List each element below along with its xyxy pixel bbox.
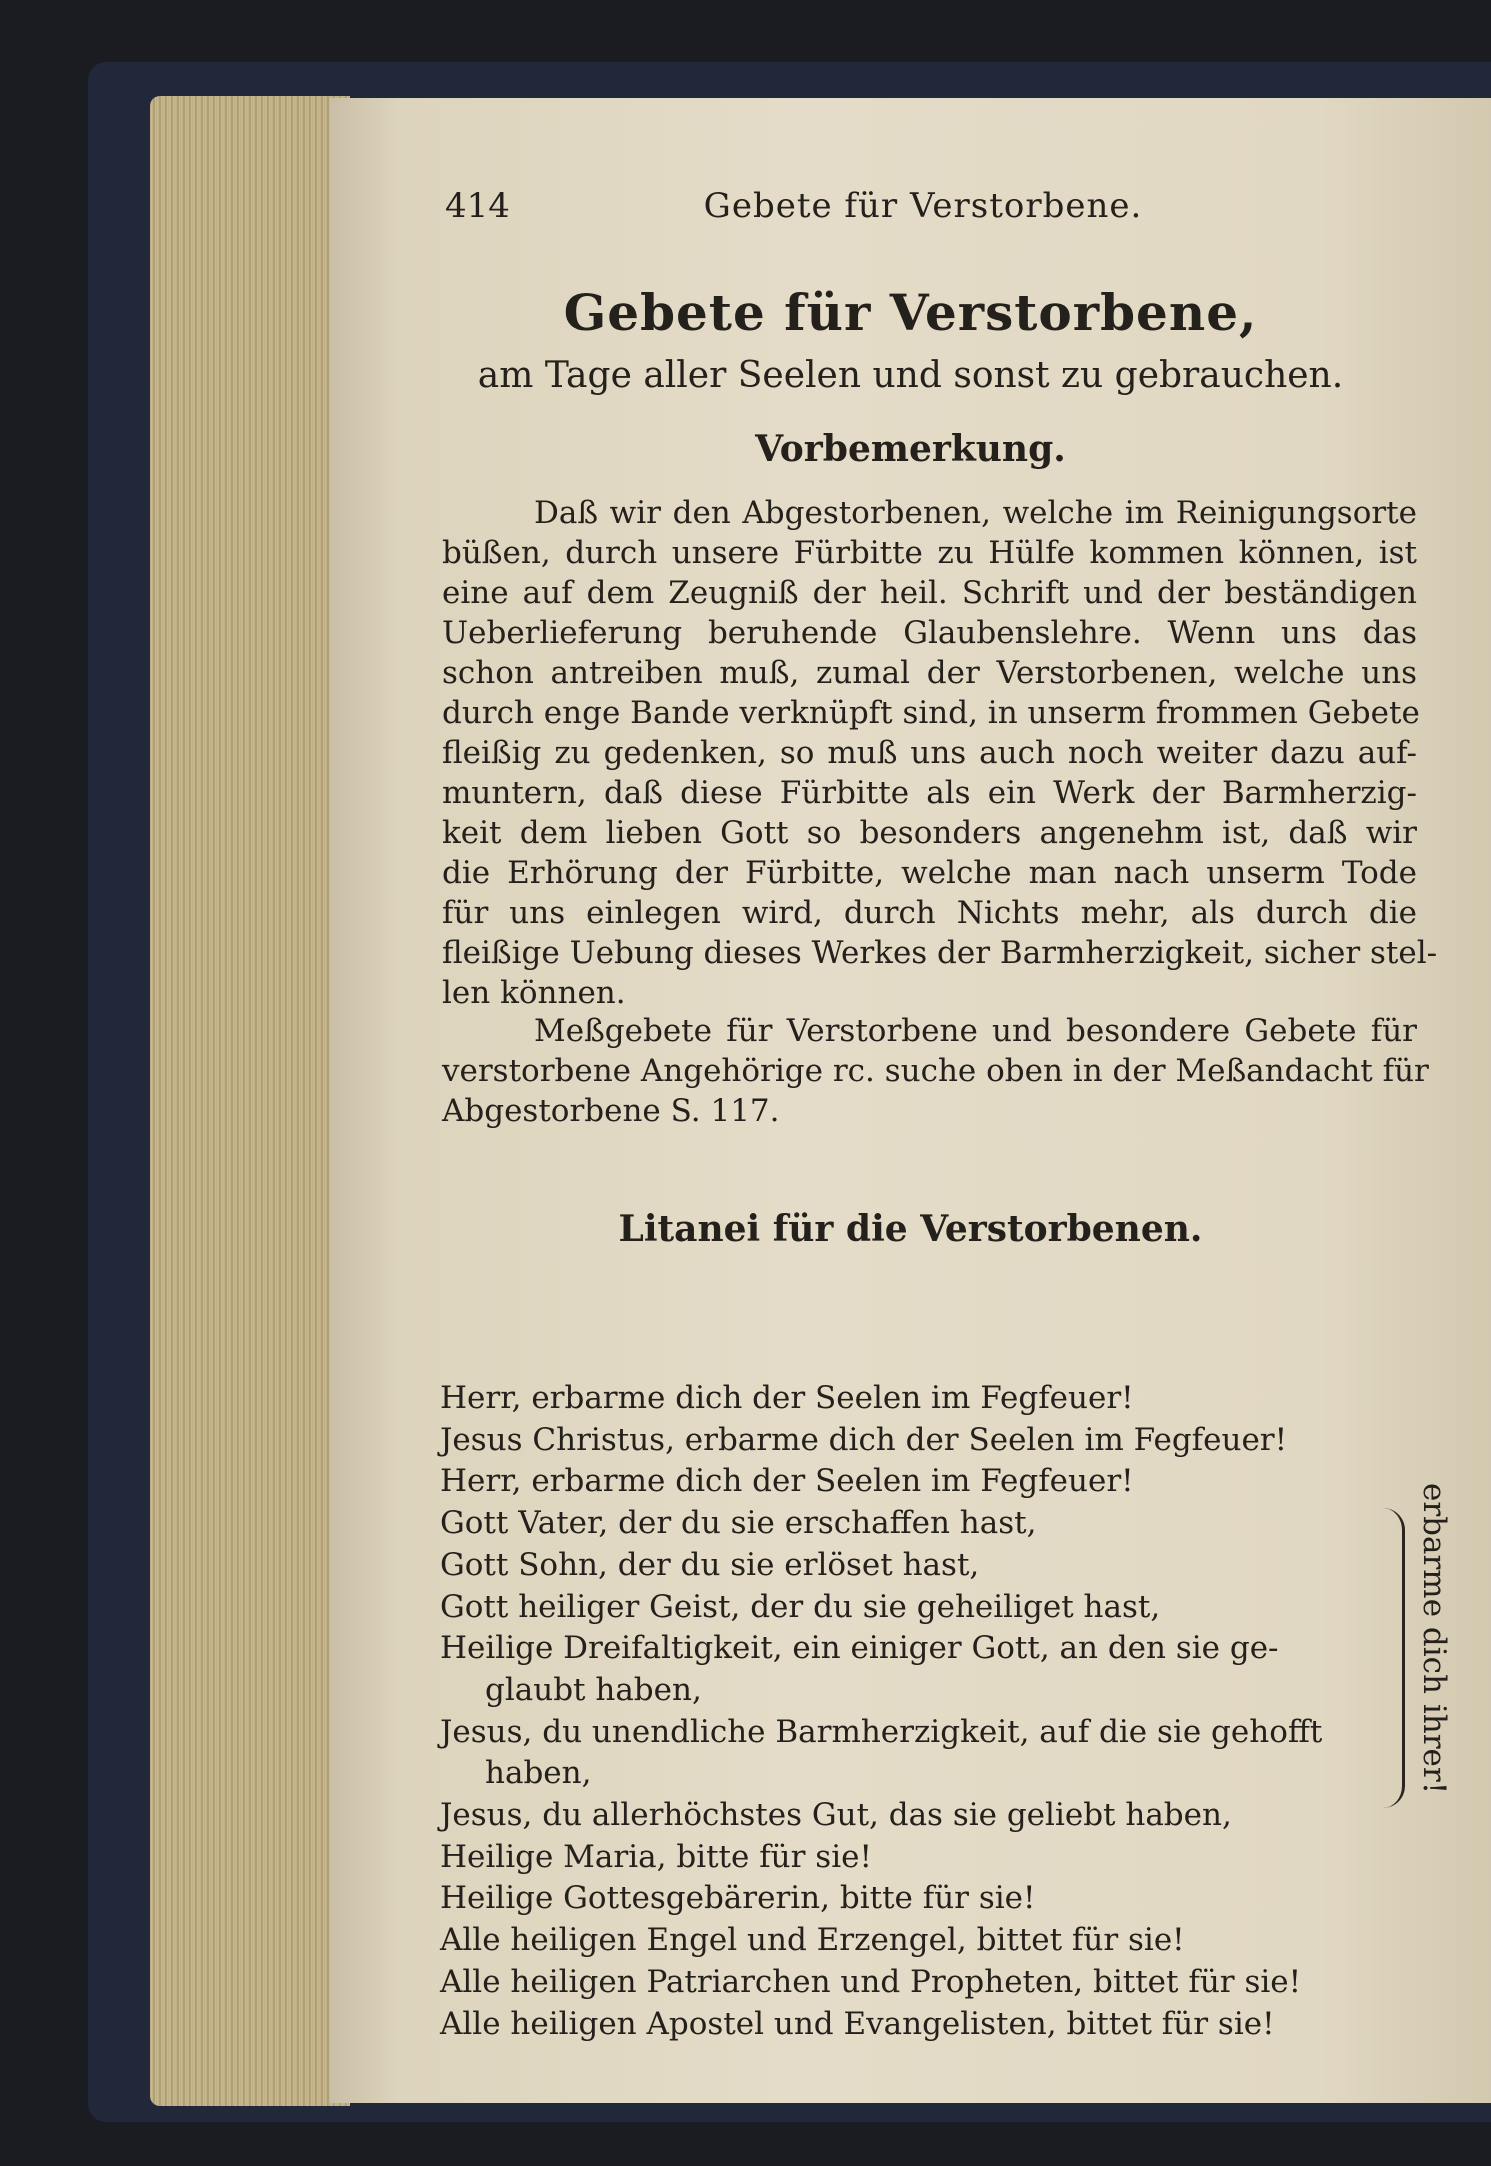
litany-line: Herr, erbarme dich der Seelen im Fegfeuer! [440,1380,1134,1416]
section-heading-litany: Litanei für die Verstorbenen. [618,1208,1203,1250]
text-line: Ueberlieferung beruhende Glaubenslehre. Wenn uns das [442,615,1417,651]
text-line: keit dem lieben Gott so besonders angenehm ist, daß wir [442,815,1417,851]
running-head: Gebete für Verstorbene. [703,186,1143,226]
text-line: Daß wir den Abgestorbenen, welche im Reinigungsorte [534,495,1417,531]
litany-line: Gott heiliger Geist, der du sie geheiliget hast, [440,1588,1161,1625]
litany-line: Alle heiligen Engel und Erzengel, bittet für sie! [440,1922,1185,1959]
text-line: fleißige Uebung dieses Werkes der Barmherzigkeit, sicher stel- [442,935,1438,971]
text-line: schon antreiben muß, zumal der Verstorbenen, welche uns [442,655,1417,691]
page-edges [150,96,350,2106]
litany-line-continued: glaubt haben, [485,1671,702,1708]
litany-list [440,1378,1365,2045]
text-line: durch enge Bande verknüpft sind, in unserm frommen Gebete [442,695,1420,731]
text-line: len können. [442,975,626,1011]
paragraph-note [442,1011,1429,1131]
page-header [445,186,1401,230]
text-line: büßen, durch unsere Fürbitte zu Hülfe kommen können, ist [442,535,1417,571]
litany-brace [1380,1508,1405,1808]
litany-line: Jesus, du unendliche Barmherzigkeit, auf die sie gehofft [440,1713,1323,1750]
litany-response: erbarme dich ihrer! [1416,1483,1452,1795]
text-line: für uns einlegen wird, durch Nichts mehr, als durch die [442,895,1417,931]
text-line: fleißig zu gedenken, so muß uns auch noch weiter dazu auf- [442,735,1417,771]
text-line: muntern, daß diese Fürbitte als ein Werk der Barmherzig- [442,775,1417,811]
text-line: verstorbene Angehörige rc. suche oben in der Meßandacht für [442,1053,1429,1089]
paragraph-intro [442,493,1438,1013]
litany-line: Herr, erbarme dich der Seelen im Fegfeuer! [440,1463,1134,1500]
litany-line: Alle heiligen Apostel und Evangelisten, bittet für sie! [440,2005,1275,2042]
text-line: Meßgebete für Verstorbene und besondere Gebete für [534,1013,1417,1049]
litany-line: Gott Vater, der du sie erschaffen hast, [440,1505,1037,1542]
litany-line: Heilige Maria, bitte für sie! [440,1838,872,1875]
litany-line: Jesus, du allerhöchstes Gut, das sie geliebt haben, [440,1797,1232,1834]
litany-line: Heilige Gottesgebärerin, bitte für sie! [440,1880,1036,1917]
litany-line: Heilige Dreifaltigkeit, ein einiger Gott, an den sie ge- [440,1630,1279,1667]
book-page [330,98,1491,2103]
litany-line: Alle heiligen Patriarchen und Propheten, bittet für sie! [440,1963,1302,2000]
page-number: 414 [445,186,510,226]
text-line: eine auf dem Zeugniß der heil. Schrift und der beständigen [442,575,1417,611]
page-title: Gebete für Verstorbene, [563,283,1258,342]
litany-line: Jesus Christus, erbarme dich der Seelen im Fegfeuer! [440,1421,1288,1458]
text-line: die Erhörung der Fürbitte, welche man nach unserm Tode [442,855,1417,891]
section-heading-prelim: Vorbemerkung. [755,428,1066,470]
page-subtitle: am Tage aller Seelen und sonst zu gebrauchen. [477,355,1344,396]
litany-line: Gott Sohn, der du sie erlöset hast, [440,1546,980,1583]
litany-line-continued: haben, [485,1755,592,1792]
text-line: Abgestorbene S. 117. [442,1093,780,1129]
